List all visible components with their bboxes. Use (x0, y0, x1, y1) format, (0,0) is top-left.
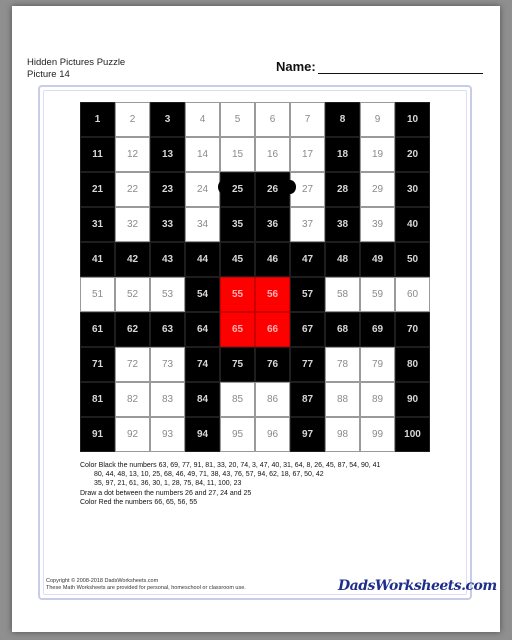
grid-cell-19[interactable]: 19 (360, 137, 395, 172)
grid-cell-57[interactable]: 57 (290, 277, 325, 312)
grid-cell-2[interactable]: 2 (115, 102, 150, 137)
grid-cell-20[interactable]: 20 (395, 137, 430, 172)
grid-cell-5[interactable]: 5 (220, 102, 255, 137)
grid-cell-34[interactable]: 34 (185, 207, 220, 242)
instruction-dots: Draw a dot between the numbers 26 and 27, 24 and 25 (80, 490, 252, 497)
grid-cell-31[interactable]: 31 (80, 207, 115, 242)
grid-cell-96[interactable]: 96 (255, 417, 290, 452)
worksheet-subtitle: Picture 14 (27, 69, 70, 80)
grid-cell-44[interactable]: 44 (185, 242, 220, 277)
grid-cell-81[interactable]: 81 (80, 382, 115, 417)
grid-cell-36[interactable]: 36 (255, 207, 290, 242)
grid-cell-79[interactable]: 79 (360, 347, 395, 382)
instruction-black-line-2: 80, 44, 48, 13, 10, 25, 68, 46, 49, 71, 38, 43, 76, 57, 94, 62, 18, 67, 50, 42 (94, 471, 324, 478)
grid-cell-45[interactable]: 45 (220, 242, 255, 277)
grid-cell-11[interactable]: 11 (80, 137, 115, 172)
name-line[interactable] (318, 73, 483, 74)
grid-cell-49[interactable]: 49 (360, 242, 395, 277)
grid-cell-94[interactable]: 94 (185, 417, 220, 452)
grid-cell-76[interactable]: 76 (255, 347, 290, 382)
grid-cell-50[interactable]: 50 (395, 242, 430, 277)
grid-cell-47[interactable]: 47 (290, 242, 325, 277)
grid-cell-89[interactable]: 89 (360, 382, 395, 417)
grid-cell-52[interactable]: 52 (115, 277, 150, 312)
grid-cell-82[interactable]: 82 (115, 382, 150, 417)
grid-cell-38[interactable]: 38 (325, 207, 360, 242)
grid-cell-88[interactable]: 88 (325, 382, 360, 417)
grid-cell-65[interactable]: 65 (220, 312, 255, 347)
grid-cell-73[interactable]: 73 (150, 347, 185, 382)
grid-cell-30[interactable]: 30 (395, 172, 430, 207)
instructions-black (80, 461, 390, 488)
copyright-block (46, 578, 246, 592)
grid-cell-24[interactable]: 24 (185, 172, 220, 207)
grid-cell-6[interactable]: 6 (255, 102, 290, 137)
grid-cell-46[interactable]: 46 (255, 242, 290, 277)
grid-cell-10[interactable]: 10 (395, 102, 430, 137)
grid-cell-18[interactable]: 18 (325, 137, 360, 172)
grid-cell-17[interactable]: 17 (290, 137, 325, 172)
grid-cell-69[interactable]: 69 (360, 312, 395, 347)
grid-cell-84[interactable]: 84 (185, 382, 220, 417)
grid-cell-16[interactable]: 16 (255, 137, 290, 172)
grid-cell-25[interactable]: 25 (220, 172, 255, 207)
grid-cell-83[interactable]: 83 (150, 382, 185, 417)
grid-cell-14[interactable]: 14 (185, 137, 220, 172)
grid-cell-51[interactable]: 51 (80, 277, 115, 312)
usage-note: These Math Worksheets are provided for personal, homeschool or classroom use. (46, 585, 246, 591)
grid-cell-100[interactable]: 100 (395, 417, 430, 452)
instruction-red: Color Red the numbers 66, 65, 56, 55 (80, 499, 198, 506)
grid-cell-7[interactable]: 7 (290, 102, 325, 137)
grid-cell-97[interactable]: 97 (290, 417, 325, 452)
dot-26-27 (284, 180, 296, 194)
grid-cell-95[interactable]: 95 (220, 417, 255, 452)
grid-cell-26[interactable]: 26 (255, 172, 290, 207)
grid-cell-75[interactable]: 75 (220, 347, 255, 382)
grid-cell-29[interactable]: 29 (360, 172, 395, 207)
grid-cell-58[interactable]: 58 (325, 277, 360, 312)
grid-cell-33[interactable]: 33 (150, 207, 185, 242)
grid-cell-72[interactable]: 72 (115, 347, 150, 382)
grid-cell-85[interactable]: 85 (220, 382, 255, 417)
grid-cell-63[interactable]: 63 (150, 312, 185, 347)
grid-cell-53[interactable]: 53 (150, 277, 185, 312)
grid-cell-3[interactable]: 3 (150, 102, 185, 137)
grid-cell-67[interactable]: 67 (290, 312, 325, 347)
hundreds-chart-grid (80, 102, 430, 452)
grid-cell-62[interactable]: 62 (115, 312, 150, 347)
grid-cell-37[interactable]: 37 (290, 207, 325, 242)
grid-cell-39[interactable]: 39 (360, 207, 395, 242)
name-label: Name: (276, 59, 316, 74)
dot-24-25 (218, 180, 230, 194)
grid-cell-74[interactable]: 74 (185, 347, 220, 382)
grid-cell-42[interactable]: 42 (115, 242, 150, 277)
grid-cell-41[interactable]: 41 (80, 242, 115, 277)
grid-cell-70[interactable]: 70 (395, 312, 430, 347)
grid-cell-1[interactable]: 1 (80, 102, 115, 137)
grid-cell-64[interactable]: 64 (185, 312, 220, 347)
grid-cell-35[interactable]: 35 (220, 207, 255, 242)
grid-cell-15[interactable]: 15 (220, 137, 255, 172)
grid-cell-40[interactable]: 40 (395, 207, 430, 242)
grid-cell-12[interactable]: 12 (115, 137, 150, 172)
grid-cell-28[interactable]: 28 (325, 172, 360, 207)
instruction-black-line-3: 35, 97, 21, 61, 36, 30, 1, 28, 75, 84, 11, 100, 23 (94, 480, 242, 487)
grid-cell-93[interactable]: 93 (150, 417, 185, 452)
grid-cell-98[interactable]: 98 (325, 417, 360, 452)
grid-cell-32[interactable]: 32 (115, 207, 150, 242)
grid-cell-87[interactable]: 87 (290, 382, 325, 417)
grid-cell-43[interactable]: 43 (150, 242, 185, 277)
grid-cell-80[interactable]: 80 (395, 347, 430, 382)
grid-cell-92[interactable]: 92 (115, 417, 150, 452)
copyright-text: Copyright © 2008-2018 DadsWorksheets.com (46, 578, 159, 584)
grid-cell-56[interactable]: 56 (255, 277, 290, 312)
grid-cell-22[interactable]: 22 (115, 172, 150, 207)
instruction-black-line-1: Color Black the numbers 63, 69, 77, 91, 81, 33, 20, 74, 3, 47, 40, 31, 64, 8, 26, 45, 87, 54, 90, 41 (80, 462, 381, 469)
grid-cell-86[interactable]: 86 (255, 382, 290, 417)
grid-cell-71[interactable]: 71 (80, 347, 115, 382)
grid-cell-48[interactable]: 48 (325, 242, 360, 277)
worksheet-title: Hidden Pictures Puzzle (27, 57, 126, 68)
grid-cell-99[interactable]: 99 (360, 417, 395, 452)
grid-cell-55[interactable]: 55 (220, 277, 255, 312)
grid-cell-90[interactable]: 90 (395, 382, 430, 417)
grid-cell-60[interactable]: 60 (395, 277, 430, 312)
grid-cell-66[interactable]: 66 (255, 312, 290, 347)
grid-cell-13[interactable]: 13 (150, 137, 185, 172)
grid-cell-59[interactable]: 59 (360, 277, 395, 312)
grid-cell-77[interactable]: 77 (290, 347, 325, 382)
grid-cell-78[interactable]: 78 (325, 347, 360, 382)
grid-cell-21[interactable]: 21 (80, 172, 115, 207)
brand-logo[interactable]: DadsWorksheets.com (338, 578, 497, 594)
grid-cell-8[interactable]: 8 (325, 102, 360, 137)
grid-cell-23[interactable]: 23 (150, 172, 185, 207)
grid-cell-4[interactable]: 4 (185, 102, 220, 137)
grid-cell-61[interactable]: 61 (80, 312, 115, 347)
grid-cell-27[interactable]: 27 (290, 172, 325, 207)
grid-cell-68[interactable]: 68 (325, 312, 360, 347)
grid-cell-54[interactable]: 54 (185, 277, 220, 312)
grid-cell-91[interactable]: 91 (80, 417, 115, 452)
grid-cell-9[interactable]: 9 (360, 102, 395, 137)
